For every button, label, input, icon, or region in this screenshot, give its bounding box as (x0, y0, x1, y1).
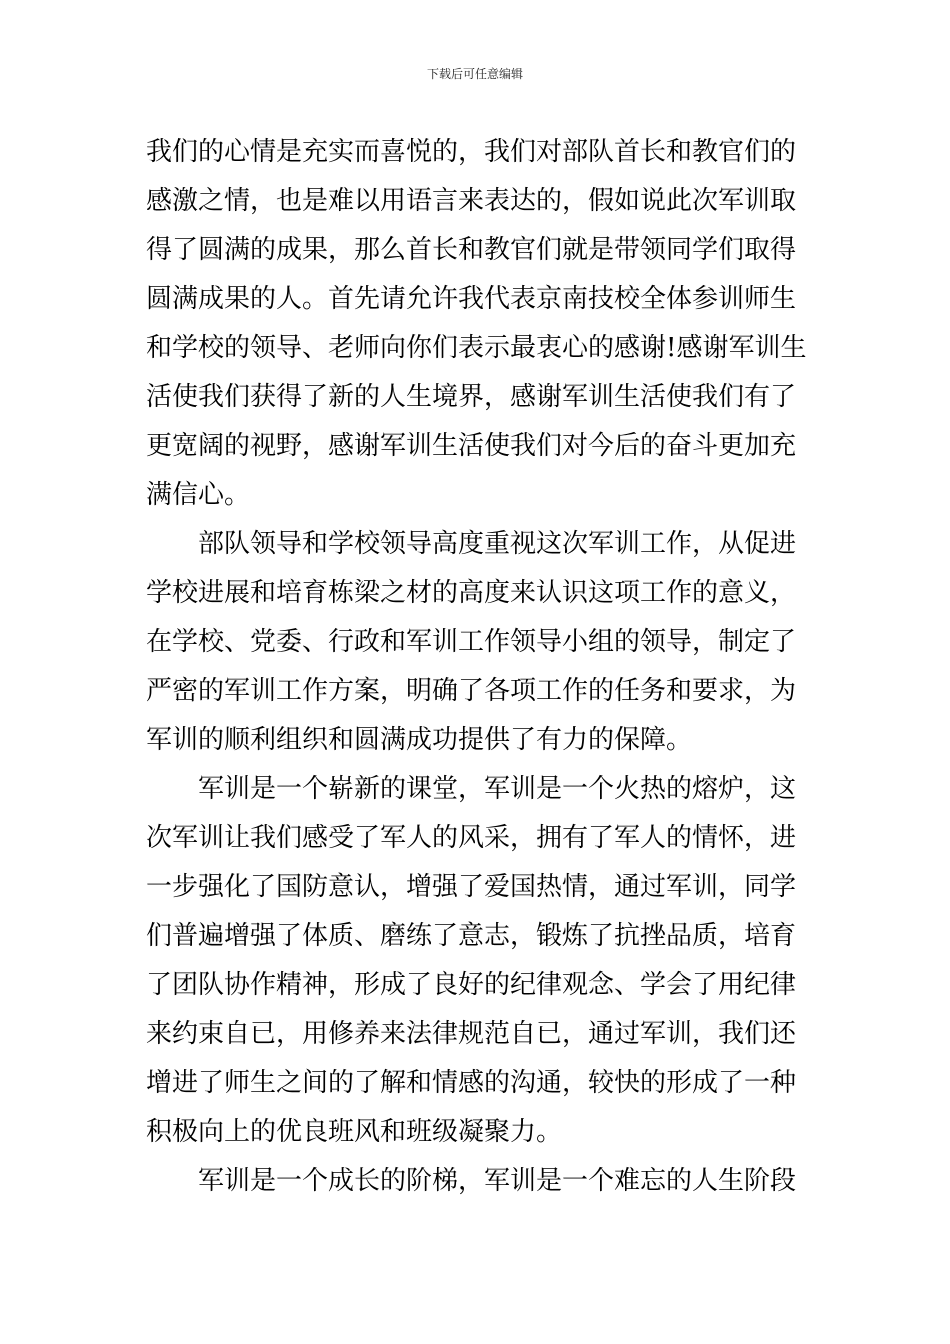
text-line: 军训是一个崭新的课堂，军训是一个火热的熔炉，这 (198, 774, 797, 804)
text-line: 们普遍增强了体质、磨练了意志，锻炼了抗挫品质，培育 (146, 921, 797, 951)
text-line: 次军训让我们感受了军人的风采，拥有了军人的情怀，进 (146, 823, 797, 853)
paragraph-3 (146, 765, 808, 1157)
paragraph-1 (146, 128, 808, 520)
text-line: 来约束自已，用修养来法律规范自已，通过军训，我们还 (146, 1019, 797, 1049)
paragraph-4 (146, 1157, 808, 1206)
text-line: 增进了师生之间的了解和情感的沟通，较快的形成了一种 (146, 1068, 797, 1098)
text-line: 和学校的领导、老师向你们表示最衷心的感谢!感谢军训生 (146, 333, 807, 363)
document-body (146, 128, 808, 1206)
text-line: 在学校、党委、行政和军训工作领导小组的领导，制定了 (146, 627, 797, 657)
text-line: 感激之情，也是难以用语言来表达的，假如说此次军训取 (146, 186, 797, 216)
text-line: 学校进展和培育栋梁之材的高度来认识这项工作的意义， (146, 578, 797, 608)
text-line: 部队领导和学校领导高度重视这次军训工作，从促进 (198, 529, 797, 559)
text-line: 积极向上的优良班风和班级凝聚力。 (146, 1117, 563, 1147)
text-line: 更宽阔的视野，感谢军训生活使我们对今后的奋斗更加充 (146, 431, 797, 461)
text-line: 军训是一个成长的阶梯，军训是一个难忘的人生阶段 (198, 1166, 797, 1196)
text-line: 严密的军训工作方案，明确了各项工作的任务和要求，为 (146, 676, 797, 706)
paragraph-2 (146, 520, 808, 765)
page-header: 下载后可任意编辑 (426, 67, 523, 81)
text-line: 圆满成果的人。首先请允许我代表京南技校全体参训师生 (146, 284, 797, 314)
text-line: 一步强化了国防意认，增强了爱国热情，通过军训，同学 (146, 872, 797, 902)
text-line: 活使我们获得了新的人生境界，感谢军训生活使我们有了 (146, 382, 797, 412)
text-line: 军训的顺利组织和圆满成功提供了有力的保障。 (146, 725, 693, 755)
text-line: 得了圆满的成果，那么首长和教官们就是带领同学们取得 (146, 235, 797, 265)
text-line: 满信心。 (146, 480, 251, 510)
text-line: 我们的心情是充实而喜悦的，我们对部队首长和教官们的 (146, 137, 797, 167)
text-line: 了团队协作精神，形成了良好的纪律观念、学会了用纪律 (146, 970, 797, 1000)
